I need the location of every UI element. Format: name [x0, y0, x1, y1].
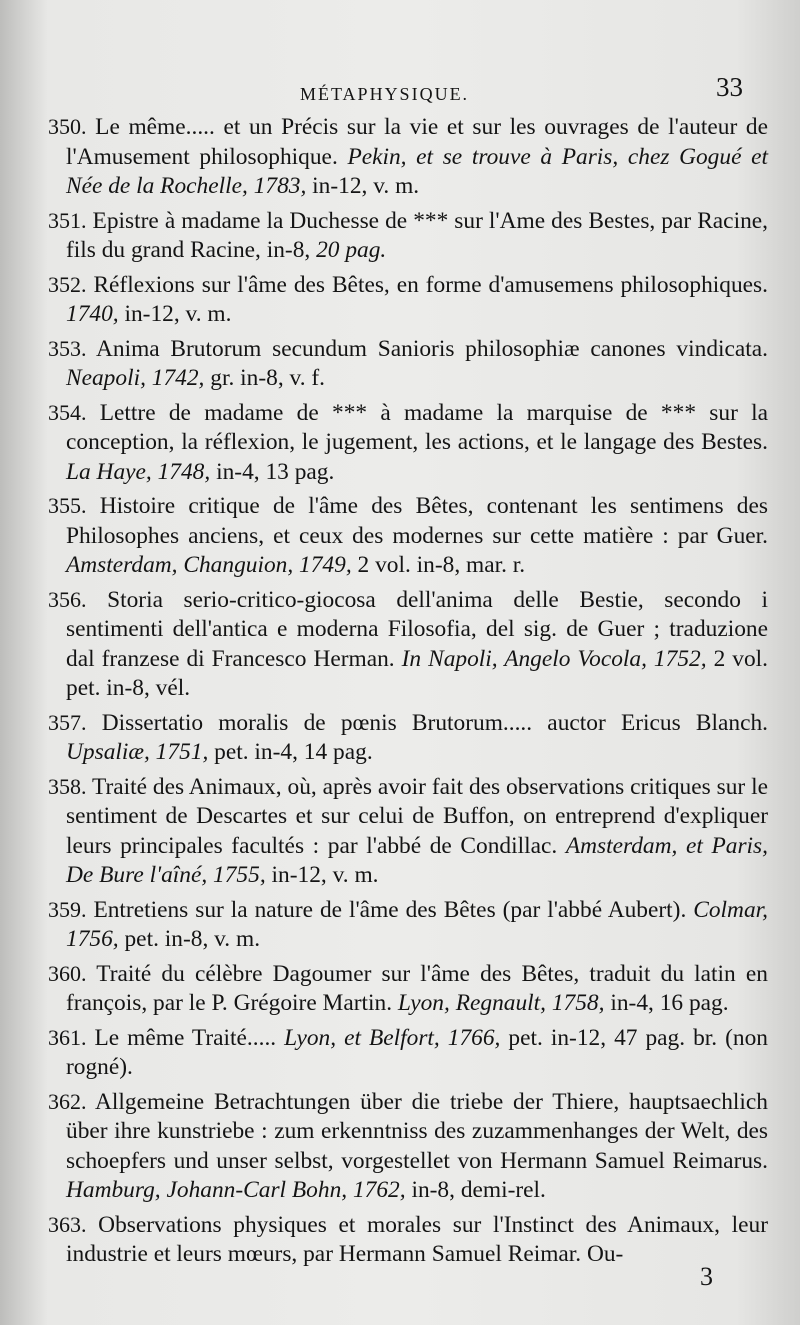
catalog-entry: 362. Allgemeine Betrachtungen über die triebe der Thiere, hauptsaechlich über ihre kunstriebe : zum erkenntniss des zuzammenhanges der Welt, des schoepfers und unser selbst, vorgestellet von Hermann Samuel Reimarus. Hamburg, Johann-Carl Bohn, 1762, in-8, demi-rel.	[48, 1088, 768, 1203]
page-header	[0, 72, 800, 112]
catalog-entry: 354. Lettre de madame de *** à madame la marquise de *** sur la conception, la réflexion, le jugement, les actions, et le langage des Bestes. La Haye, 1748, in-4, 13 pag.	[48, 399, 768, 485]
catalog-entry: 363. Observations physiques et morales sur l'Instinct des Animaux, leur industrie et leurs mœurs, par Hermann Samuel Reimar. Ou-	[48, 1211, 768, 1267]
catalog-entry: 357. Dissertatio moralis de pœnis Brutorum..... auctor Ericus Blanch. Upsaliæ, 1751, pet. in-4, 14 pag.	[48, 709, 768, 765]
catalog-entry: 350. Le même..... et un Précis sur la vie et sur les ouvrages de l'auteur de l'Amusement philosophique. Pekin, et se trouve à Paris, chez Gogué et Née de la Rochelle, 1783, in-12, v. m.	[48, 114, 768, 199]
catalog-entry: 359. Entretiens sur la nature de l'âme des Bêtes (par l'abbé Aubert). Colmar, 1756, pet. in-8, v. m.	[48, 896, 769, 952]
catalog-entry: 360. Traité du célèbre Dagoumer sur l'âme des Bêtes, traduit du latin en françois, par le P. Grégoire Martin. Lyon, Regnault, 1758, in-4, 16 pag.	[48, 960, 768, 1016]
catalog-entry: 355. Histoire critique de l'âme des Bêtes, contenant les sentimens des Philosophes anciens, et ceux des modernes sur cette matière : par Guer. Amsterdam, Changuion, 1749, 2 vol. in-8, mar. r.	[48, 493, 768, 578]
running-title: MÉTAPHYSIQUE.	[300, 84, 470, 104]
catalog-entry: 351. Epistre à madame la Duchesse de *** sur l'Ame des Bestes, par Racine, fils du grand Racine, in-8, 20 pag.	[48, 207, 768, 263]
catalog-entry: 356. Storia serio-critico-giocosa dell'anima delle Bestie, secondo i sentimenti dell'antica e moderna Filosofia, del sig. de Guer ; traduzione dal franzese di Francesco Herman. In Napoli, Angelo Vocola, 1752, 2 vol. pet. in-8, vél.	[48, 586, 768, 701]
catalog-entries	[48, 112, 768, 1274]
signature-mark: 3	[700, 1262, 713, 1291]
catalog-entry: 353. Anima Brutorum secundum Sanioris philosophiæ canones vindicata. Neapoli, 1742, gr. in-8, v. f.	[48, 335, 769, 391]
page-number: 33	[716, 72, 743, 102]
catalog-entry: 361. Le même Traité..... Lyon, et Belfort, 1766, pet. in-12, 47 pag. br. (non rogné).	[48, 1024, 768, 1080]
catalog-entry: 352. Réflexions sur l'âme des Bêtes, en forme d'amusemens philosophiques. 1740, in-12, v. m.	[48, 271, 768, 327]
catalog-entry: 358. Traité des Animaux, où, après avoir fait des observations critiques sur le sentiment de Descartes et sur celui de Buffon, on entreprend d'expliquer leurs principales facultés : par l'abbé de Condillac. Amsterdam, et Paris, De Bure l'aîné, 1755, in-12, v. m.	[48, 773, 768, 888]
